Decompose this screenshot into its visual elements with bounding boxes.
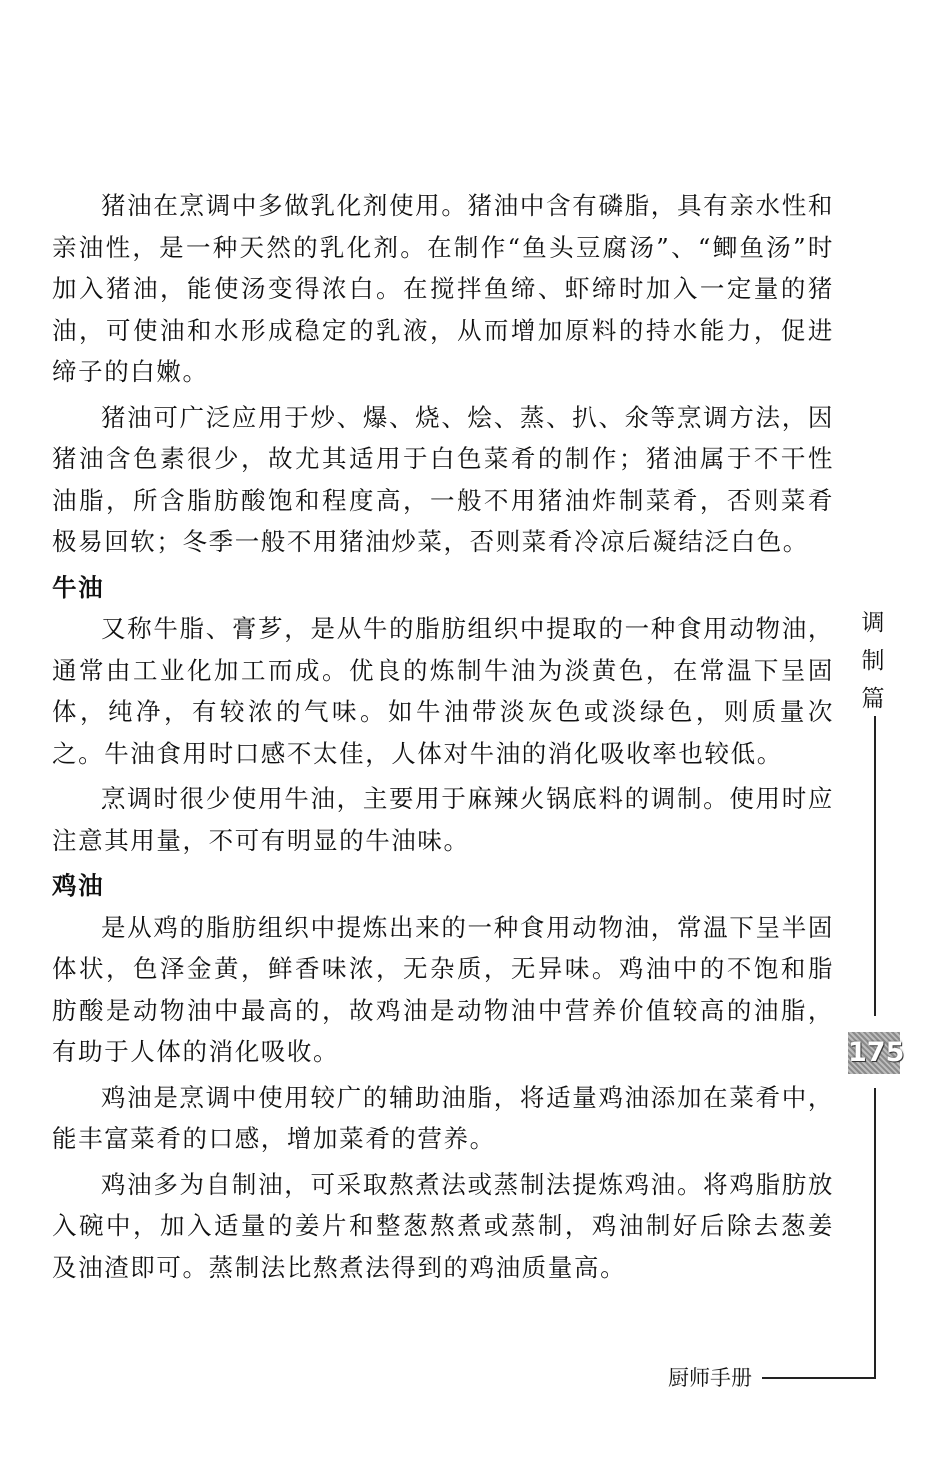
chicken-fat-paragraph-3: 鸡油多为自制油，可采取熬煮法或蒸制法提炼鸡油。将鸡脂肪放入碗中，加入适量的姜片和整葱熬煮或蒸制，鸡油制好后除去葱姜及油渣即可。蒸制法比熬煮法得到的鸡油质量高。	[52, 1169, 834, 1282]
side-title-char-1: 调	[861, 610, 885, 636]
side-title-char-2: 制	[861, 648, 885, 674]
side-title-char-3: 篇	[861, 686, 885, 712]
beef-tallow-paragraph-2: 烹调时很少使用牛油，主要用于麻辣火锅底料的调制。使用时应注意其用量，不可有明显的牛油味。	[52, 784, 834, 855]
beef-tallow-heading: 牛油	[52, 572, 105, 602]
chicken-fat-paragraph-2: 鸡油是烹调中使用较广的辅助油脂，将适量鸡油添加在菜肴中，能丰富菜肴的口感，增加菜肴的营养。	[52, 1082, 834, 1153]
side-rule-top	[874, 716, 876, 1016]
lard-paragraph-2: 猪油可广泛应用于炒、爆、烧、烩、蒸、扒、氽等烹调方法，因猪油含色素很少，故尤其适用于白色菜肴的制作；猪油属于不干性油脂，所含脂肪酸饱和程度高，一般不用猪油炸制菜肴，否则菜肴极易回软；冬季一般不用猪油炒菜，否则菜肴冷凉后凝结泛白色。	[52, 402, 834, 556]
chicken-fat-paragraph-1: 是从鸡的脂肪组织中提炼出来的一种食用动物油，常温下呈半固体状，色泽金黄，鲜香味浓，无杂质，无异味。鸡油中的不饱和脂肪酸是动物油中最高的，故鸡油是动物油中营养价值较高的油脂，有助于人体的消化吸收。	[52, 912, 834, 1066]
side-rule-bottom	[874, 1088, 876, 1378]
page-number-badge: 175	[848, 1032, 900, 1074]
footer-rule	[762, 1377, 876, 1379]
lard-paragraph-1: 猪油在烹调中多做乳化剂使用。猪油中含有磷脂，具有亲水性和亲油性，是一种天然的乳化剂。在制作“鱼头豆腐汤”、“鲫鱼汤”时加入猪油，能使汤变得浓白。在搅拌鱼缔、虾缔时加入一定量的猪油，可使油和水形成稳定的乳液，从而增加原料的持水能力，促进缔子的白嫩。	[52, 191, 834, 386]
chicken-fat-heading: 鸡油	[52, 871, 105, 900]
footer-book-title: 厨师手册	[668, 1366, 752, 1390]
chapter-side-title	[858, 604, 888, 718]
beef-tallow-paragraph-1: 又称牛脂、膏芗，是从牛的脂肪组织中提取的一种食用动物油，通常由工业化加工而成。优良的炼制牛油为淡黄色，在常温下呈固体，纯净，有较浓的气味。如牛油带淡灰色或淡绿色，则质量次之。牛油食用时口感不太佳，人体对牛油的消化吸收率也较低。	[52, 614, 834, 768]
page-body	[52, 185, 834, 1292]
